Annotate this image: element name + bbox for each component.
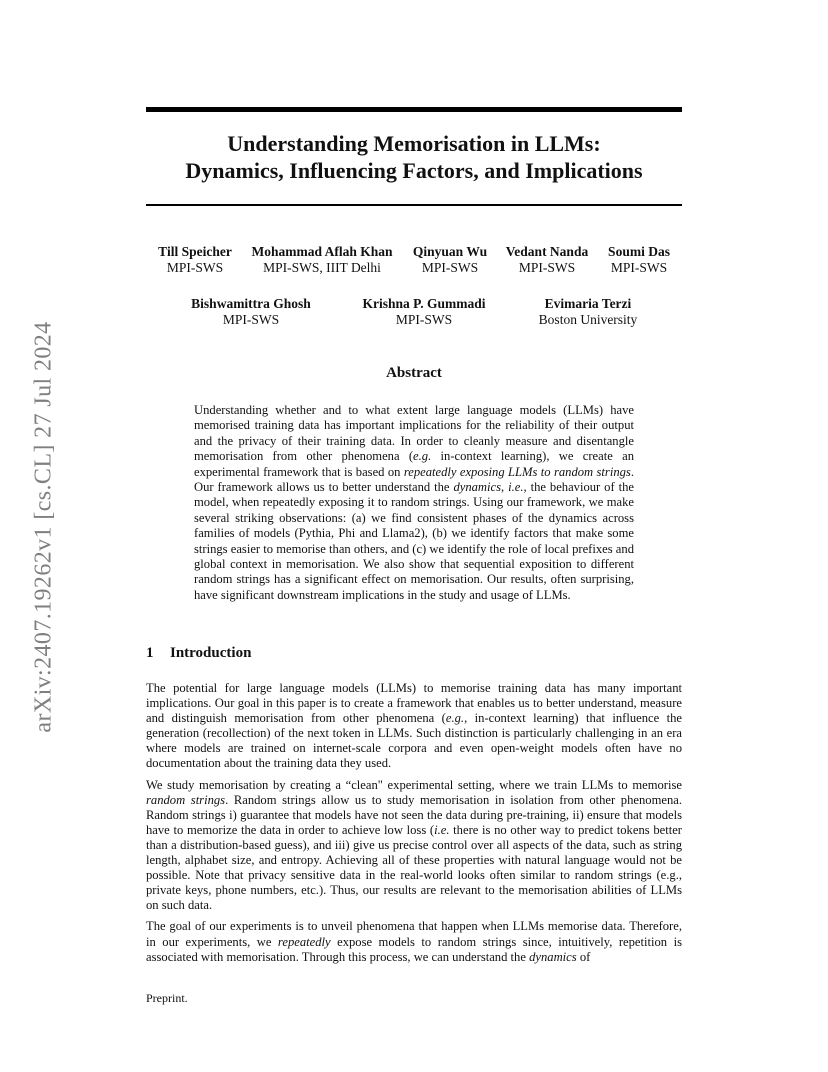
section-heading-introduction [146,645,251,662]
section-number: 1 [146,645,154,661]
author-name: Till Speicher [158,244,232,259]
author-affiliation: MPI-SWS [222,312,280,327]
title-line-1: Understanding Memorisation in LLMs: [227,131,601,156]
title-line-2: Dynamics, Influencing Factors, and Implications [185,158,643,183]
paragraph: The goal of our experiments is to unveil phenomena that happen when LLMs memorise data. Therefore, in our experiments, we repeatedly expose models to random strings since, intuitively, repetition is associated with memorisation. Through this process, we can understand the dynamics of [146,919,682,964]
author-name: Vedant Nanda [505,244,589,259]
paragraph: The potential for large language models (LLMs) to memorise training data has many important implications. Our goal in this paper is to create a framework that enables us to better understand, measure and distinguish memorisation from other phenomena (e.g., in-context learning) that influence the generation (recollection) of the next token in LLMs. Such distinction is particularly challenging in an era where models are trained on internet-scale corpora and even open-weight models often have no documentation about the training data they used. [146,681,682,771]
author-name: Mohammad Aflah Khan [251,244,393,259]
title-bottom-rule [146,204,682,206]
author-block [191,296,311,328]
abstract-text: Understanding whether and to what extent large language models (LLMs) have memorised training data has important implications for the reliability of their output and the privacy of their training data. In order to cleanly measure and disentangle memorisation from other phenomena (e.g. in-context learning), we create an experimental framework that is based on repeatedly exposing LLMs to random strings. Our framework allows us to better understand the dynamics, i.e., the behaviour of the model, when repeatedly exposing it to random strings. Using our framework, we make several striking observations: (a) we find consistent phases of the dynamics across families of models (Pythia, Phi and Llama2), (b) we identify factors that make some strings easier to memorise than others, and (c) we identify the role of local prefixes and global context in memorisation. We also show that sequential exposition to different random strings has a significant effect on memorisation. Our results, often surprising, have significant downstream implications in the study and usage of LLMs. [194,403,634,602]
paper-title [146,130,682,184]
author-block [413,244,487,276]
arxiv-identifier-stamp: arXiv:2407.19262v1 [cs.CL] 27 Jul 2024 [30,321,57,733]
author-block [608,244,670,276]
author-block [539,296,638,328]
author-affiliation: MPI-SWS, IIIT Delhi [263,260,381,275]
author-name: Krishna P. Gummadi [362,296,486,311]
author-block [506,244,588,276]
author-affiliation: MPI-SWS [518,260,576,275]
author-affiliation: MPI-SWS [610,260,668,275]
author-affiliation: MPI-SWS [421,260,479,275]
abstract-heading: Abstract [386,365,442,381]
paragraph: We study memorisation by creating a “clean" experimental setting, where we train LLMs to memorise random strings. Random strings allow us to study memorisation in isolation from other phenomena. Random strings i) guarantee that models have not seen the data during pre-training, ii) ensure that models have to memorize the data in order to achieve low loss (i.e. there is no other way to predict tokens better than a distribution-based guess), and iii) give us precise control over all aspects of the data, such as string length, alphabet size, and entropy. Achieving all of these properties with natural language would not be possible. Note that privacy sensitive data in the real-world looks often similar to random strings (e.g., private keys, phone numbers, etc.). Thus, our results are relevant to the memorisation abilities of LLMs on such data. [146,777,682,913]
title-top-rule [146,107,682,112]
author-block [363,296,486,328]
section-title: Introduction [170,645,252,661]
author-name: Soumi Das [608,244,670,259]
author-name: Qinyuan Wu [412,244,488,259]
author-block [251,244,392,276]
author-name: Evimaria Terzi [544,296,632,311]
author-block [158,244,232,276]
footer-note: Preprint. [146,991,188,1005]
author-affiliation: Boston University [538,312,638,327]
author-affiliation: MPI-SWS [395,312,453,327]
introduction-body [146,681,682,971]
author-affiliation: MPI-SWS [166,260,224,275]
author-name: Bishwamittra Ghosh [191,296,311,311]
